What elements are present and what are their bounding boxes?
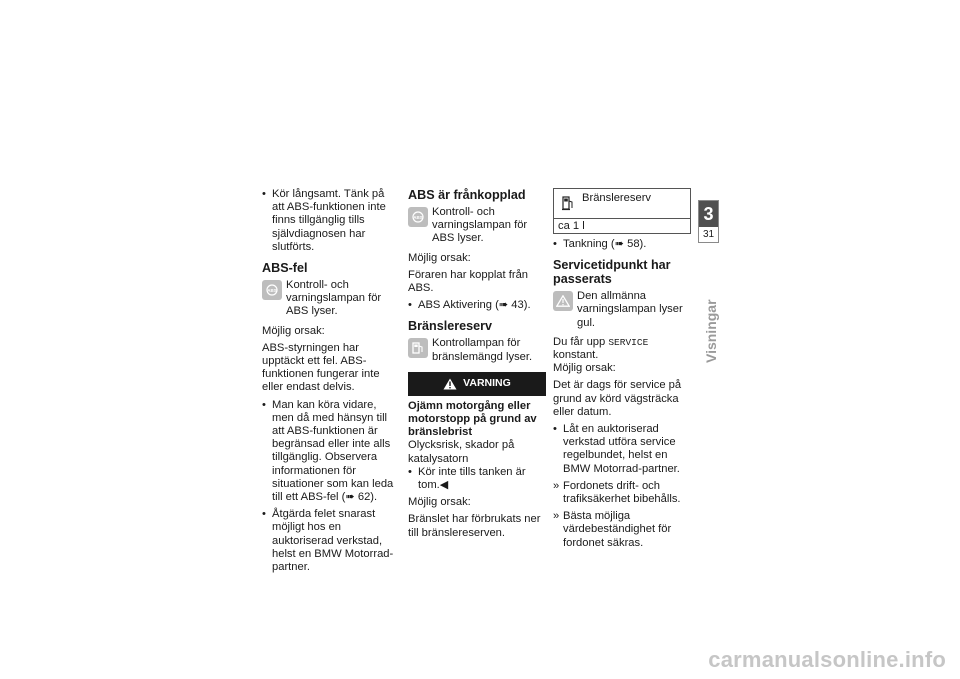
cause-label: Möjlig orsak:: [408, 251, 471, 264]
fuel-table-label: Bränslereserv: [582, 192, 652, 204]
section-label: Visningar: [703, 299, 719, 363]
warning-triangle-icon: [553, 291, 573, 311]
bullet-refuel: • Tankning (➠ 58).: [553, 238, 691, 251]
abs-lamp-text: Kontroll- och varningslampan för ABS lyser.: [286, 279, 382, 318]
result-value: » Bästa möjliga värdebeständighet för fordonet säkras.: [553, 510, 691, 550]
heading-service-due: Servicetidpunkt har passerats: [553, 258, 671, 287]
svg-text:ABS: ABS: [267, 288, 277, 294]
fuel-pump-icon: [408, 338, 428, 358]
fuel-pump-icon: [562, 195, 574, 211]
svg-text:ABS: ABS: [413, 215, 423, 220]
cause-text: Föraren har kopplat från ABS.: [408, 268, 529, 295]
fuel-lamp-text: Kontrollampan för bränslemängd lyser.: [432, 337, 533, 363]
column-3: [553, 188, 691, 554]
fuel-reserve-table: [553, 188, 691, 234]
bullet-abs-activation: • ABS Aktivering (➠ 43).: [408, 299, 546, 312]
cause-label-2: Möjlig orsak:: [408, 496, 471, 509]
column-1: [262, 188, 398, 578]
general-lamp-row: [553, 290, 691, 330]
warning-triangle-icon: [443, 378, 457, 390]
bullet-workshop-service: • Låt en auktoriserad verkstad utföra service regelbundet, helst en BMW Motorrad-partner.: [553, 423, 691, 476]
bullet-dont-run-empty: • Kör inte tills tanken är tom.◀: [408, 466, 546, 492]
bullet-fix-fault: • Åtgärda felet snarast möjligt hos en auktoriserad verkstad, helst en BMW Motorrad-partner.: [262, 508, 398, 574]
bullet-continue-driving: • Man kan köra vidare, men då med hänsyn till att ABS-funktionen är begränsad eller inte alls tillgänglig. Observera informationen för situationer som kan leda till ett ABS-fel (➠ 62).: [262, 399, 398, 505]
warning-text: Olycksrisk, skador på katalysatorn: [408, 439, 515, 465]
column-2: [408, 188, 546, 544]
service-message: Du får upp SERVICE konstant.: [553, 335, 649, 362]
warning-label: VARNING: [463, 377, 511, 390]
fuel-table-value: ca 1 l: [558, 220, 585, 232]
abs-warning-icon: [262, 280, 282, 300]
bullet-drive-slowly: • Kör långsamt. Tänk på att ABS-funktionen inte finns tillgänglig tills självdiagnosen har slutförts.: [262, 188, 398, 254]
cause-label: Möjlig orsak:: [553, 362, 616, 375]
abs-lamp-row-2: [408, 206, 546, 246]
cause-label: Möjlig orsak:: [262, 324, 325, 337]
heading-abs-fel: ABS-fel: [262, 261, 308, 276]
cause-text: ABS-styrningen har upptäckt ett fel. ABS-funktionen fungerar inte eller endast delvis.: [262, 341, 380, 394]
chapter-number: 3: [699, 201, 718, 227]
heading-fuel-reserve: Bränslereserv: [408, 319, 493, 334]
service-display-code: SERVICE: [608, 336, 649, 348]
warning-box: [408, 372, 546, 396]
abs-lamp-row: [262, 279, 398, 319]
heading-abs-disabled: ABS är frånkopplad: [408, 188, 526, 202]
watermark: carmanualsonline.info: [708, 647, 946, 672]
chapter-tab: [698, 200, 719, 243]
general-lamp-text: Den allmänna varningslampan lyser gul.: [577, 290, 683, 329]
page-number: 31: [702, 229, 715, 240]
cause-text: Det är dags för service på grund av körd vägsträcka eller datum.: [553, 379, 682, 418]
warning-title: Ojämn motorgång eller motorstopp på grund av bränslebrist: [408, 399, 537, 439]
result-safety: » Fordonets drift- och trafiksäkerhet bibehålls.: [553, 480, 691, 506]
abs-warning-icon: [408, 207, 428, 227]
cause-text-2: Bränslet har förbrukats ner till bränslereserven.: [408, 513, 541, 539]
fuel-lamp-row: [408, 337, 546, 363]
fuel-table-header: [554, 189, 690, 219]
abs-lamp-text: Kontroll- och varningslampan för ABS lyser.: [432, 206, 528, 245]
